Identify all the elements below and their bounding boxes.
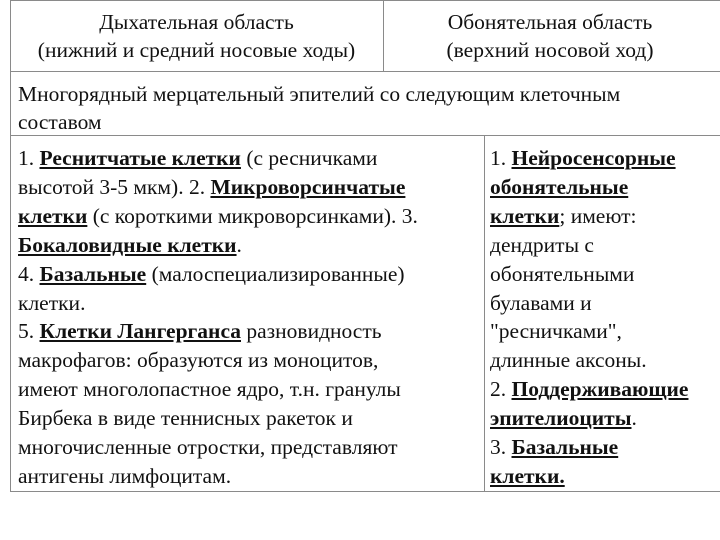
table-border-left (10, 0, 11, 492)
table-border-top (10, 0, 720, 1)
term-basal-cells: клетки. (490, 463, 565, 488)
term-olfactory: обонятельные (490, 174, 629, 199)
olfactory-line-4: дендриты с (490, 232, 594, 257)
olfactory-header-title: Обонятельная область (447, 10, 653, 34)
respiratory-line-7: 5. Клетки Лангерганса разновидность (18, 319, 382, 344)
respiratory-cell-list (18, 144, 488, 491)
olfactory-line-11: 3. Базальные (490, 435, 619, 460)
respiratory-line-8: макрофагов: образуются из моноцитов, (18, 348, 379, 373)
olfactory-line-10: эпителиоциты. (490, 406, 637, 431)
olfactory-line-1: 1. Нейросенсорные (490, 146, 676, 170)
olfactory-line-5: обонятельными (490, 261, 635, 286)
term-microvillous: Микроворсинчатые (210, 174, 406, 199)
term-ciliated-cells: Реснитчатые клетки (39, 146, 241, 170)
term-supporting: Поддерживающие (511, 377, 689, 402)
olfactory-header-subtitle: (верхний носовой ход) (446, 38, 654, 62)
olfactory-line-6: булавами и (490, 290, 592, 315)
olfactory-line-9: 2. Поддерживающие (490, 377, 689, 402)
header-divider (10, 71, 720, 72)
respiratory-line-9: имеют многолопастное ядро, т.н. гранулы (18, 377, 401, 402)
term-microvillous-cells: клетки (18, 203, 88, 228)
term-goblet-cells: Бокаловидные клетки (18, 232, 237, 257)
olfactory-line-7: "ресничками", (490, 319, 622, 344)
respiratory-line-12: антигены лимфоцитам. (18, 463, 232, 488)
term-neurosensory: Нейросенсорные (511, 146, 676, 170)
respiratory-line-10: Бирбека в виде теннисных ракеток и (18, 406, 353, 431)
respiratory-region-header (10, 8, 383, 64)
olfactory-region-header (384, 8, 716, 64)
respiratory-line-11: многочисленные отростки, представляют (18, 435, 398, 460)
respiratory-line-2: высотой 3-5 мкм). 2. Микроворсинчатые (18, 174, 406, 199)
term-basal: Базальные (39, 261, 147, 286)
olfactory-line-8: длинные аксоны. (490, 348, 647, 373)
epithelium-description (18, 80, 720, 136)
epithelium-line: составом (18, 110, 102, 134)
olfactory-line-12 (490, 462, 720, 491)
olfactory-line-2 (490, 173, 720, 202)
respiratory-line-3: клетки (с короткими микроворсинками). 3. (18, 203, 418, 228)
olfactory-line-3: клетки; имеют: (490, 203, 637, 228)
respiratory-line-6: клетки. (18, 290, 86, 315)
olfactory-cell-list (490, 144, 720, 491)
respiratory-header-title: Дыхательная область (99, 10, 294, 34)
term-langerhans-cells: Клетки Лангерганса (39, 319, 241, 344)
term-epitheliocytes: эпителиоциты (490, 406, 632, 431)
respiratory-line-5: 4. Базальные (малоспециализированные) (18, 261, 405, 286)
respiratory-line-4: Бокаловидные клетки. (18, 232, 242, 257)
respiratory-line-1: 1. Реснитчатые клетки (с ресничками (18, 146, 378, 170)
comparison-table (10, 0, 720, 492)
table-border-bottom (10, 491, 720, 492)
respiratory-header-subtitle: (нижний и средний носовые ходы) (37, 38, 356, 62)
term-cells: клетки (490, 203, 560, 228)
term-basal-olfactory: Базальные (511, 435, 619, 460)
epithelium-line: Многорядный мерцательный эпителий со следующим клеточным (18, 82, 621, 106)
